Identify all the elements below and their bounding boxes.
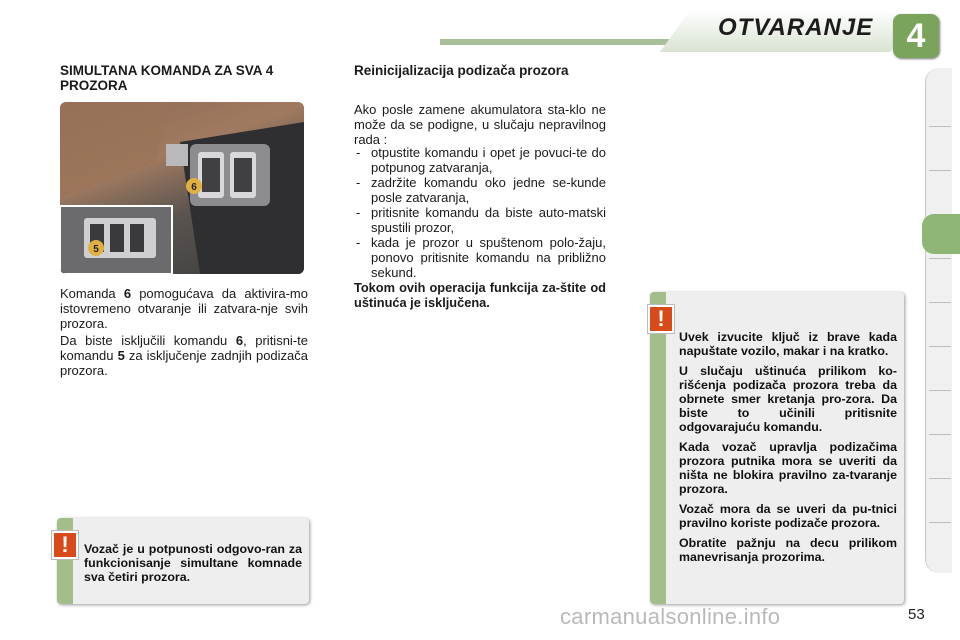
section-heading-reinitialization: Reinicijalizacija podizača prozora <box>354 63 569 78</box>
warning-paragraph: Obratite pažnju na decu prilikom manevrisanja prozorima. <box>679 536 897 564</box>
tab-divider <box>929 434 951 435</box>
photo-label-5: 5 <box>93 244 99 255</box>
tab-divider <box>929 258 951 259</box>
tab-divider <box>929 346 951 347</box>
photo-label-6: 6 <box>191 182 197 193</box>
tab-divider <box>929 478 951 479</box>
list-item: - pritisnite komandu da biste auto-matski spustili prozor, <box>354 205 606 235</box>
text-span: Da biste isključili komandu <box>60 333 236 348</box>
text-span: , pritisni-te komandu <box>60 333 308 363</box>
paragraph-intro: Ako posle zamene akumulatora sta-klo ne može da se podigne, u slučaju nepravilnog rada : <box>354 102 606 147</box>
tab-divider <box>929 522 951 523</box>
tab-divider <box>929 170 951 171</box>
warning-paragraph: Kada vozač upravlja podizačima prozora putnika mora se uveriti da ništa ne blokira pravilno za-tvaranje prozora. <box>679 440 897 496</box>
text-span: pomogućava da aktivira-mo istovremeno otvaranje ili zatvara-nje svih prozora. <box>60 286 308 331</box>
chapter-tab-strip <box>925 68 952 573</box>
switch-panel-illustration <box>60 102 304 274</box>
warning-icon: ! <box>52 531 78 559</box>
list-item: - zadržite komandu oko jedne se-kunde posle zatvaranja, <box>354 175 606 205</box>
command-number: 5 <box>117 348 125 363</box>
chapter-number-badge[interactable]: 4 <box>893 14 939 58</box>
warning-icon: ! <box>648 305 674 333</box>
warning-paragraph: Vozač mora da se uveri da pu-tnici pravilno koriste podizače prozora. <box>679 502 897 530</box>
chapter-title: OTVARANJE <box>718 14 874 41</box>
section-heading-simultaneous: SIMULTANA KOMANDA ZA SVA 4 PROZORA <box>60 63 274 93</box>
page-number: 53 <box>908 606 925 623</box>
tab-divider <box>929 390 951 391</box>
warning-paragraph: U slučaju uštinuća prilikom ko-rišćenja podizača prozora treba da obrnete smer kretanja pro-zora. Da biste to učinili pritisnite odgovarajuću komandu. <box>679 364 897 434</box>
command-number: 6 <box>235 333 244 348</box>
command-number: 6 <box>123 286 132 301</box>
watermark: carmanualsonline.info <box>560 604 781 629</box>
reinit-steps-list <box>354 145 606 280</box>
text-span: Komanda <box>60 286 124 301</box>
text-span: za isključenje zadnjih podizača prozora. <box>60 348 309 378</box>
warning-text: Vozač je u potpunosti odgovo-ran za funkcionisanje simultane komnade sva četiri prozora. <box>84 542 302 584</box>
paragraph-command-6 <box>60 286 308 331</box>
pinch-protection-note: Tokom ovih operacija funkcija za-štite od uštinuća je isključena. <box>354 280 606 310</box>
chapter-tab-active[interactable] <box>922 214 960 254</box>
list-item: - otpustite komandu i opet je povuci-te do potpunog zatvaranja, <box>354 145 606 175</box>
warning-paragraph: Uvek izvucite ključ iz brave kada napuštate vozilo, makar i na kratko. <box>679 330 897 358</box>
list-item: - kada je prozor u spuštenom polo-žaju, ponovo pritisnite komandu na približno sekund. <box>354 235 606 280</box>
tab-divider <box>929 126 951 127</box>
paragraph-disable-command <box>60 333 308 378</box>
warning-paragraphs <box>679 330 897 570</box>
warning-accent-bar <box>650 292 666 604</box>
tab-divider <box>929 302 951 303</box>
window-switch-photo <box>60 102 304 274</box>
